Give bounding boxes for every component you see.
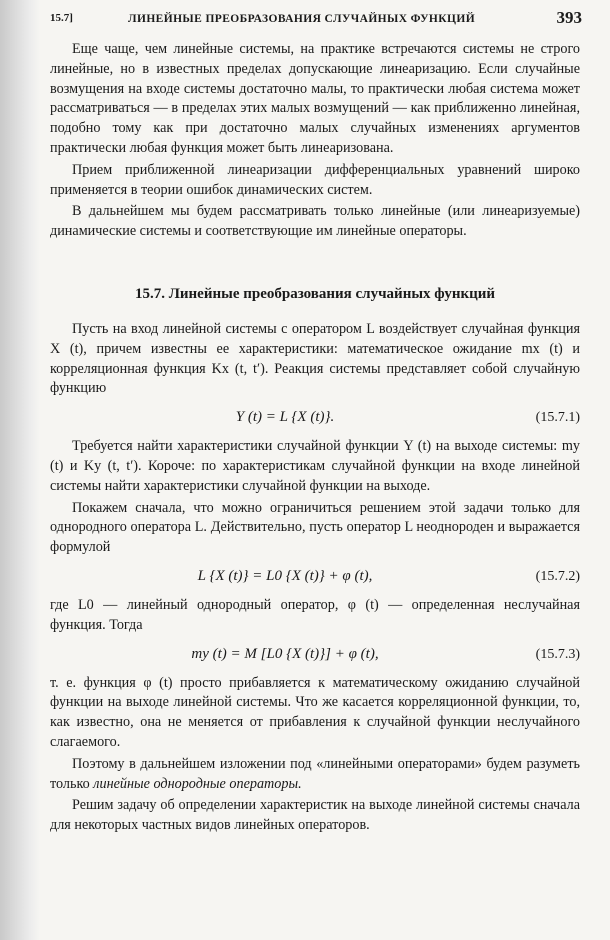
paragraph-5: т. е. функция φ (t) просто прибавляется к математическому ожиданию случайной функции на выходе линейной системы. Что же касается корреляционной функции, то, как известно, она не меняется от прибавления к случайной функции неслучайного слагаемого. bbox=[50, 674, 580, 750]
formula-expression: my (t) = M [L0 {X (t)}] + φ (t), bbox=[191, 645, 379, 662]
page-number: 393 bbox=[556, 8, 582, 27]
page-binding-shadow bbox=[0, 0, 40, 940]
paragraph-6-text: Поэтому в дальнейшем изложении под «линейными операторами» будем разуметь только bbox=[50, 755, 580, 792]
intro-paragraph-3: В дальнейшем мы будем рассматривать только линейные (или линеаризуемые) динамические системы и соответствующие им линейные операторы. bbox=[50, 203, 580, 240]
paragraph-6 bbox=[50, 755, 580, 795]
paragraph-3: Покажем сначала, что можно ограничиться решением этой задачи только для однородного оператора L. Действительно, пусть оператор L неоднороден и выражается формулой bbox=[50, 499, 580, 556]
page-header bbox=[50, 8, 582, 32]
intro-paragraph-1: Еще чаще, чем линейные системы, на практике встречаются системы не строго линейные, но в известных пределах допускающие линеаризацию. Если случайные возмущения на входе системы достаточно малы, то практически любая система может рассматриваться — в пределах этих малых возмущений — как приближенно линейная, подобно тому как при достаточно малых случайных изменениях аргументов практически любая функция может быть линеаризована. bbox=[50, 41, 580, 156]
paragraph-7: Решим задачу об определении характеристик на выходе линейной системы сначала для некоторых частных видов линейных операторов. bbox=[50, 797, 580, 834]
intro-text bbox=[50, 40, 580, 244]
formula-expression: Y (t) = L {X (t)}. bbox=[235, 409, 335, 426]
formula-15-7-3 bbox=[50, 640, 580, 670]
header-section-number: 15.7] bbox=[50, 12, 73, 24]
formula-number: (15.7.3) bbox=[535, 646, 580, 662]
paragraph-6-emphasis: линейные однородные операторы. bbox=[93, 775, 302, 792]
paragraph-1: Пусть на вход линейной системы с оператором L воздействует случайная функция X (t), причем известны ее характеристики: математическое ожидание mx (t) и корреляционная функция Kx (t, t′). Реакция системы представляет собой случайную функцию bbox=[50, 321, 580, 397]
formula-15-7-2 bbox=[50, 562, 580, 592]
formula-15-7-1 bbox=[50, 403, 580, 433]
formula-number: (15.7.2) bbox=[535, 568, 580, 584]
intro-paragraph-2: Прием приближенной линеаризации дифференциальных уравнений широко применяется в теории ошибок динамических систем. bbox=[50, 161, 580, 198]
formula-number: (15.7.1) bbox=[535, 410, 580, 426]
running-title: ЛИНЕЙНЫЕ ПРЕОБРАЗОВАНИЯ СЛУЧАЙНЫХ ФУНКЦИЙ bbox=[128, 13, 476, 25]
section-text bbox=[50, 320, 580, 838]
paragraph-4: где L0 — линейный однородный оператор, φ (t) — определенная неслучайная функция. Тогда bbox=[50, 596, 580, 633]
formula-expression: L {X (t)} = L0 {X (t)} + φ (t), bbox=[197, 567, 373, 584]
paragraph-2: Требуется найти характеристики случайной функции Y (t) на выходе системы: my (t) и Ky (t, t′). Короче: по характеристикам случайной функции на входе линейной системы найти характеристики случайной функции на выходе. bbox=[50, 438, 580, 494]
section-heading: 15.7. Линейные преобразования случайных функций bbox=[134, 286, 496, 302]
